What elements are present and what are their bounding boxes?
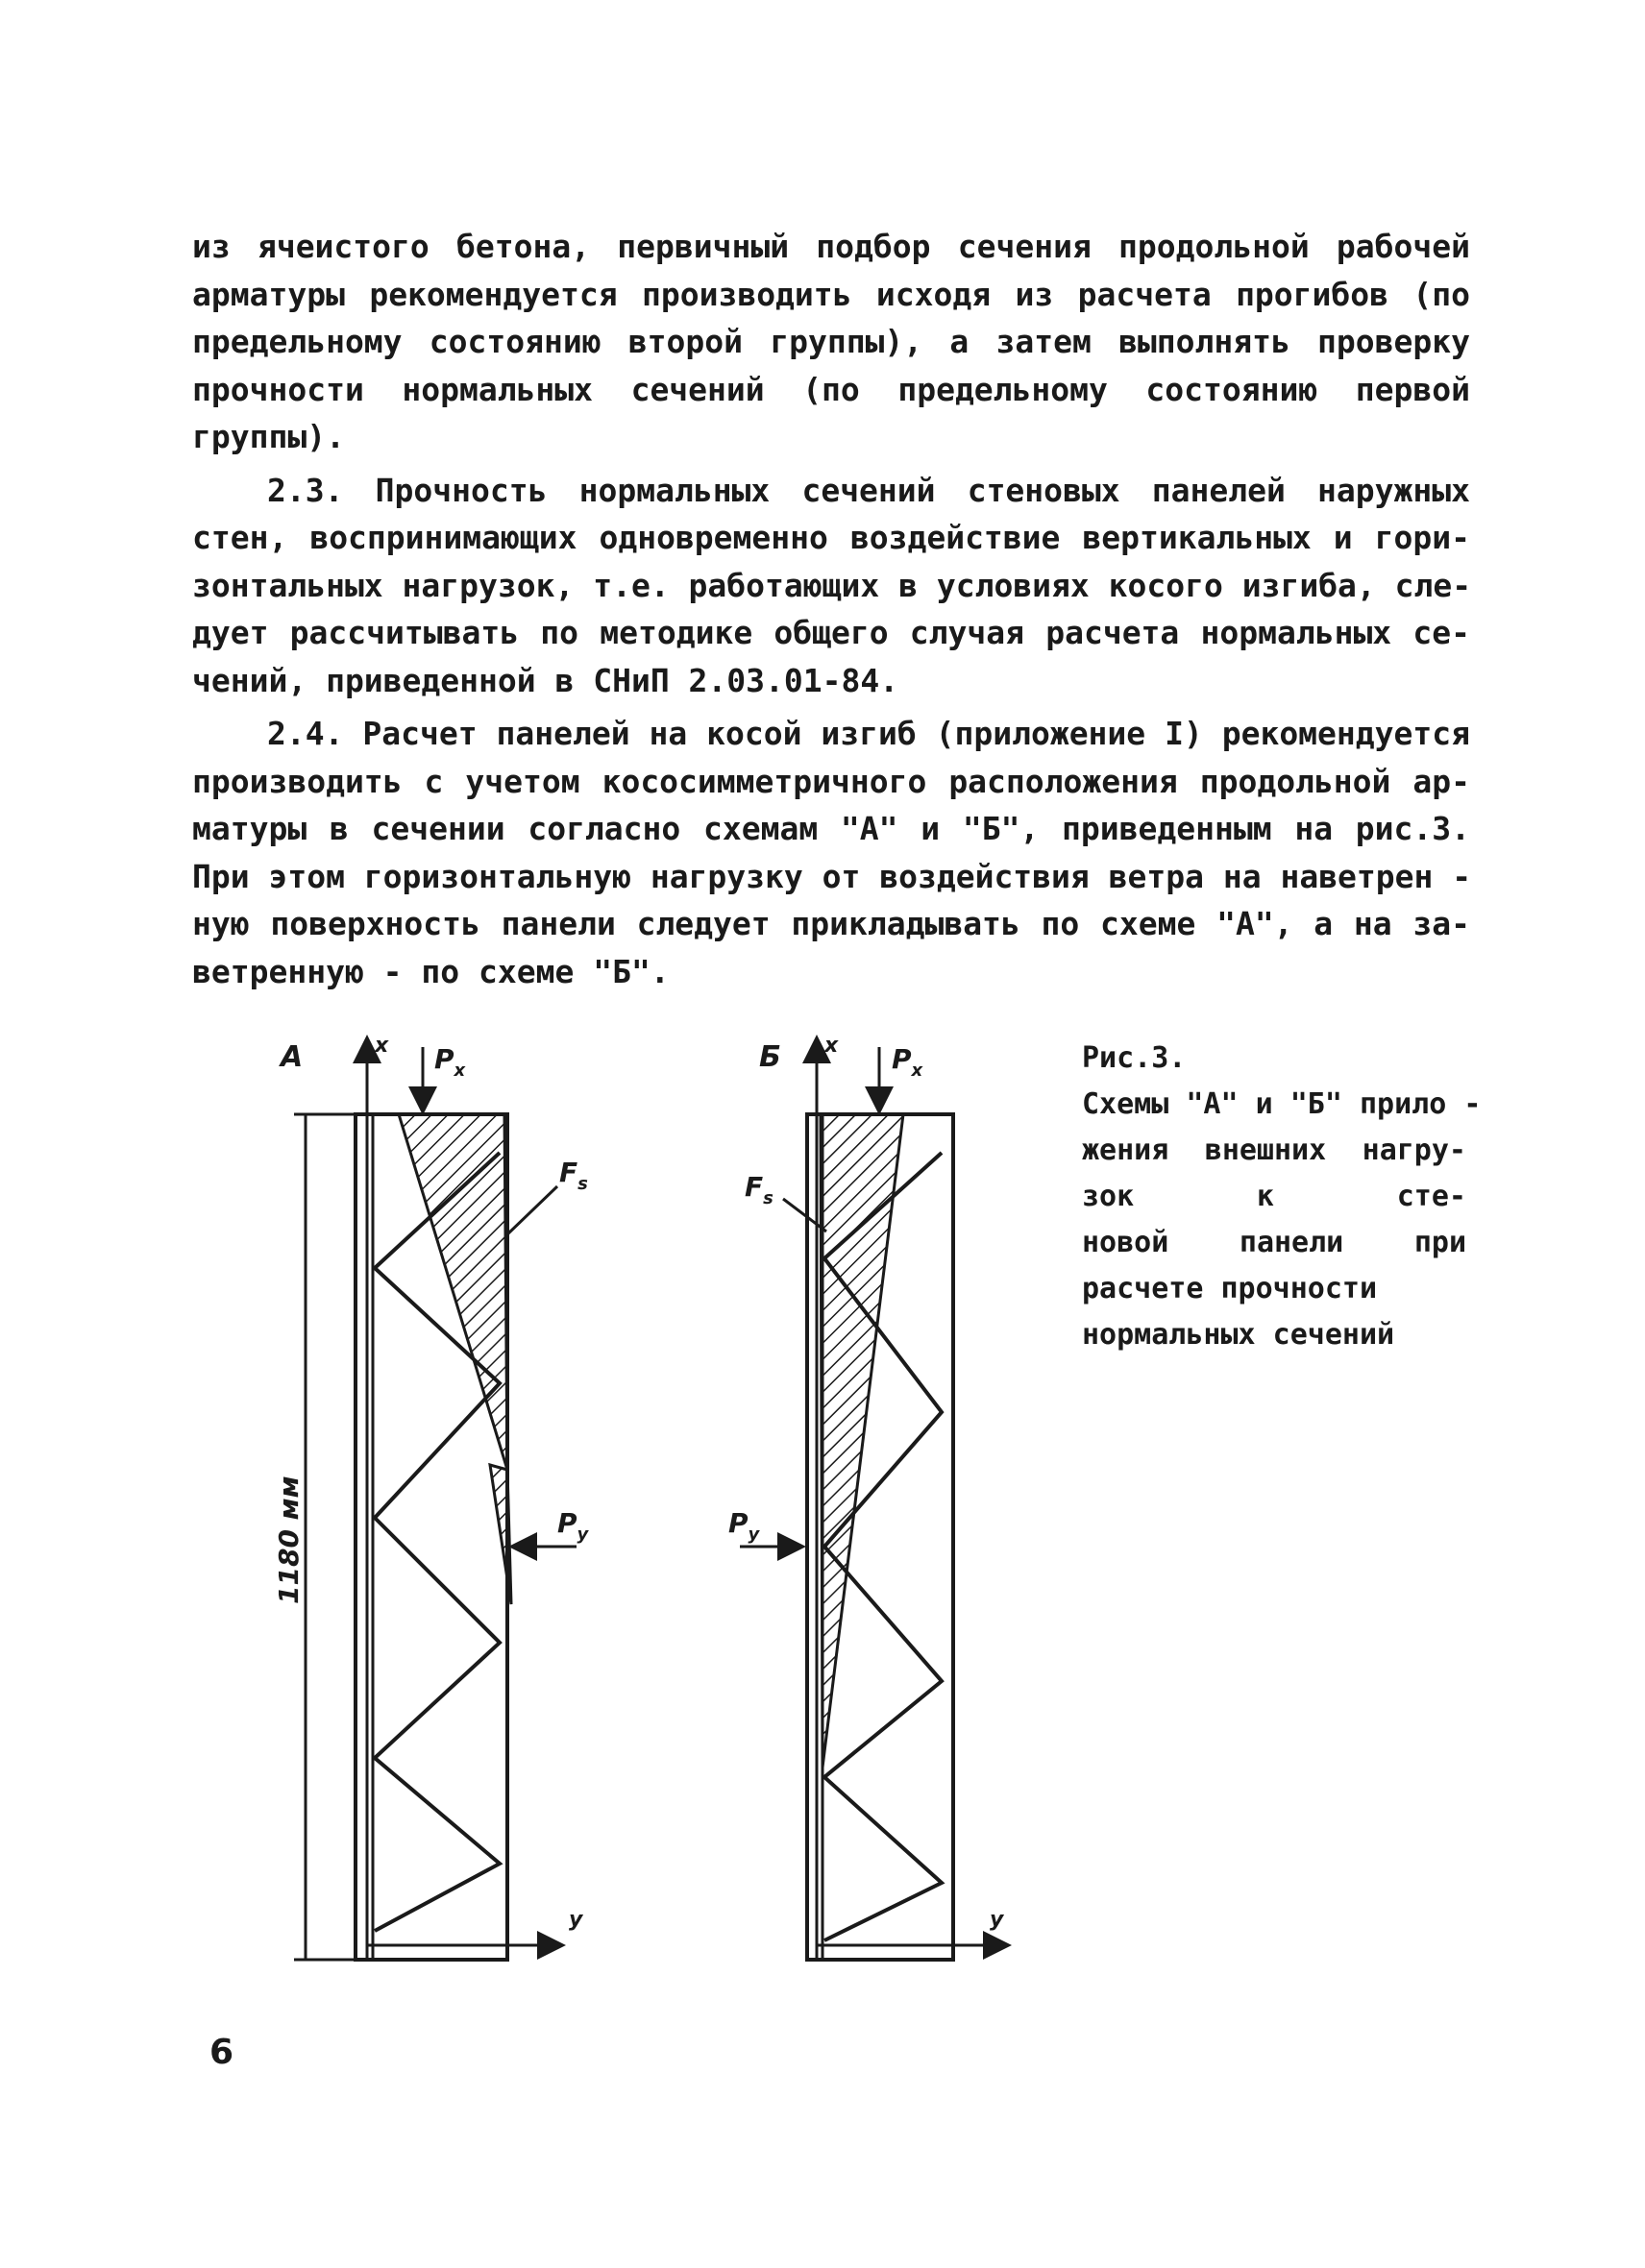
caption-line: зок к сте- xyxy=(1082,1180,1466,1213)
text-line: из ячеистого бетона, первичный подбор сечения продольной рабочей xyxy=(192,228,1470,265)
dimension-label: 1180 мм xyxy=(273,1475,305,1604)
text-line: матуры в сечении согласно схемам "А" и "Б", приведенным на рис.3. xyxy=(192,810,1470,847)
fs-label-b: $F_s$ xyxy=(745,1171,773,1208)
px-label-b: $P_x$ xyxy=(892,1043,923,1081)
stress-diagram-b xyxy=(821,1114,903,1768)
caption-line: Схемы "А" и "Б" прило - xyxy=(1082,1087,1482,1121)
caption-line: жения внешних нагру- xyxy=(1082,1134,1466,1167)
paragraph-2-4-start: 2.4. Расчет панелей на косой изгиб (приложение I) рекомендуется xyxy=(267,715,1470,752)
fs-leader-a xyxy=(507,1186,557,1234)
y-axis-label-b: y xyxy=(990,1908,1004,1932)
text-line: чений, приведенной в СНиП 2.03.01-84. xyxy=(192,661,899,699)
text-line: дует рассчитывать по методике общего случая расчета нормальных се- xyxy=(192,614,1470,651)
py-label-a: $P_y$ xyxy=(557,1507,589,1545)
scheme-a xyxy=(273,1034,590,1960)
py-label-b: $P_y$ xyxy=(728,1507,760,1545)
paragraph-2-3-start: 2.3. Прочность нормальных сечений стеновых панелей наружных xyxy=(267,471,1470,509)
text-line: При этом горизонтальную нагрузку от воздействия ветра на наветрен - xyxy=(192,857,1472,895)
fs-label-a: $F_s$ xyxy=(559,1157,588,1194)
caption-line: новой панели при xyxy=(1082,1226,1466,1259)
body-text xyxy=(192,223,1470,995)
figure-3 xyxy=(259,1009,1028,1998)
scheme-b xyxy=(728,1034,1009,1960)
x-axis-label-b: x xyxy=(824,1034,839,1058)
stress-diagram-a xyxy=(399,1114,507,1470)
text-line: группы). xyxy=(192,418,345,455)
text-line: прочности нормальных сечений (по предельному состоянию первой xyxy=(192,370,1470,408)
figure-caption xyxy=(1082,1036,1482,1358)
text-line: производить с учетом кососимметричного расположения продольной ар- xyxy=(192,762,1470,800)
dimension-line xyxy=(273,1114,356,1960)
text-line: ветренную - по схеме "Б". xyxy=(192,952,670,990)
scheme-a-label: А xyxy=(281,1040,304,1074)
y-axis-label-a: y xyxy=(569,1908,583,1932)
caption-line: нормальных сечений xyxy=(1082,1318,1395,1352)
text-line: ную поверхность панели следует прикладывать по схеме "А", а на за- xyxy=(192,905,1470,942)
text-line: предельному состоянию второй группы), а затем выполнять проверку xyxy=(192,323,1470,360)
text-line: стен, воспринимающих одновременно воздействие вертикальных и гори- xyxy=(192,519,1470,556)
caption-title: Рис.3. xyxy=(1082,1041,1187,1075)
caption-line: расчете прочности xyxy=(1082,1272,1378,1305)
text-line: арматуры рекомендуется производить исходя из расчета прогибов (по xyxy=(192,275,1470,313)
px-label-a: $P_x$ xyxy=(434,1043,466,1081)
text-line: зонтальных нагрузок, т.е. работающих в условиях косого изгиба, сле- xyxy=(192,566,1472,604)
page-number: 6 xyxy=(209,2033,234,2072)
scheme-b-label: Б xyxy=(759,1040,781,1074)
x-axis-label-a: x xyxy=(375,1034,389,1058)
